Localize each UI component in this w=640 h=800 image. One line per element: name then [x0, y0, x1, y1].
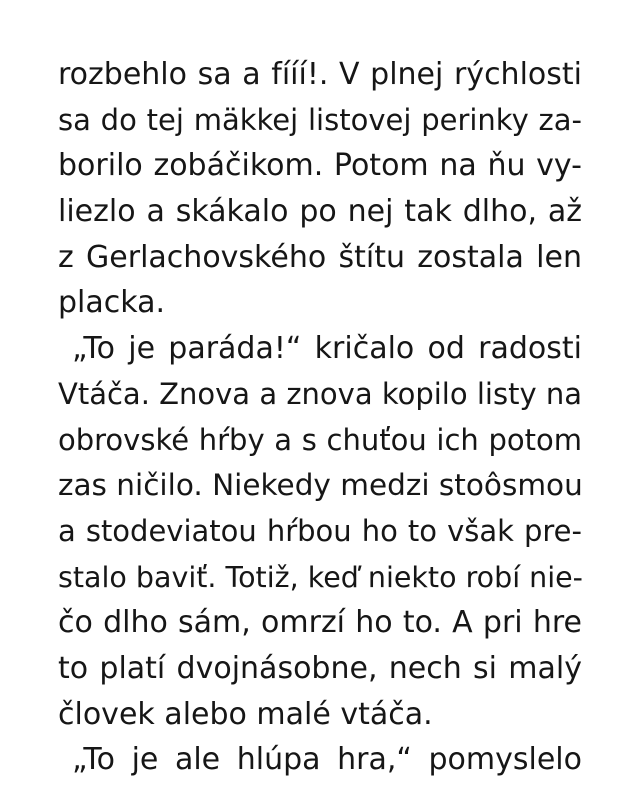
text-line: čo dlho sám, omrzí ho to. A pri hre: [58, 605, 582, 641]
text-line: človek alebo malé vtáča.: [58, 696, 433, 732]
text-line: stalo baviť. Totiž, keď niekto robí nie-: [58, 560, 583, 594]
text-line: z Gerlachovského štítu zostala len: [58, 239, 582, 275]
text-line: Vtáča. Znova a znova kopilo listy na: [58, 376, 582, 411]
text-line: a stodeviatou hŕbou ho to však pre-: [58, 513, 582, 548]
text-line: liezlo a skákalo po nej tak dlho, až: [58, 194, 582, 230]
text-line: placka.: [58, 285, 166, 321]
text-line: rozbehlo sa a fííí!. V plnej rýchlosti: [58, 57, 582, 92]
paragraph-first-line: „To je paráda!“ kričalo od radosti: [72, 331, 582, 367]
body-text: [58, 52, 582, 783]
text-line: zas ničilo. Niekedy medzi stoôsmou: [58, 468, 583, 503]
text-line: obrovské hŕby a s chuťou ich potom: [58, 422, 582, 457]
text-line: sa do tej mäkkej listovej perinky za-: [58, 102, 582, 137]
paragraph-first-line: „To je ale hlúpa hra,“ pomyslelo: [72, 742, 582, 778]
text-line: borilo zobáčikom. Potom na ňu vy-: [58, 148, 582, 184]
text-line: to platí dvojnásobne, nech si malý: [58, 650, 582, 686]
